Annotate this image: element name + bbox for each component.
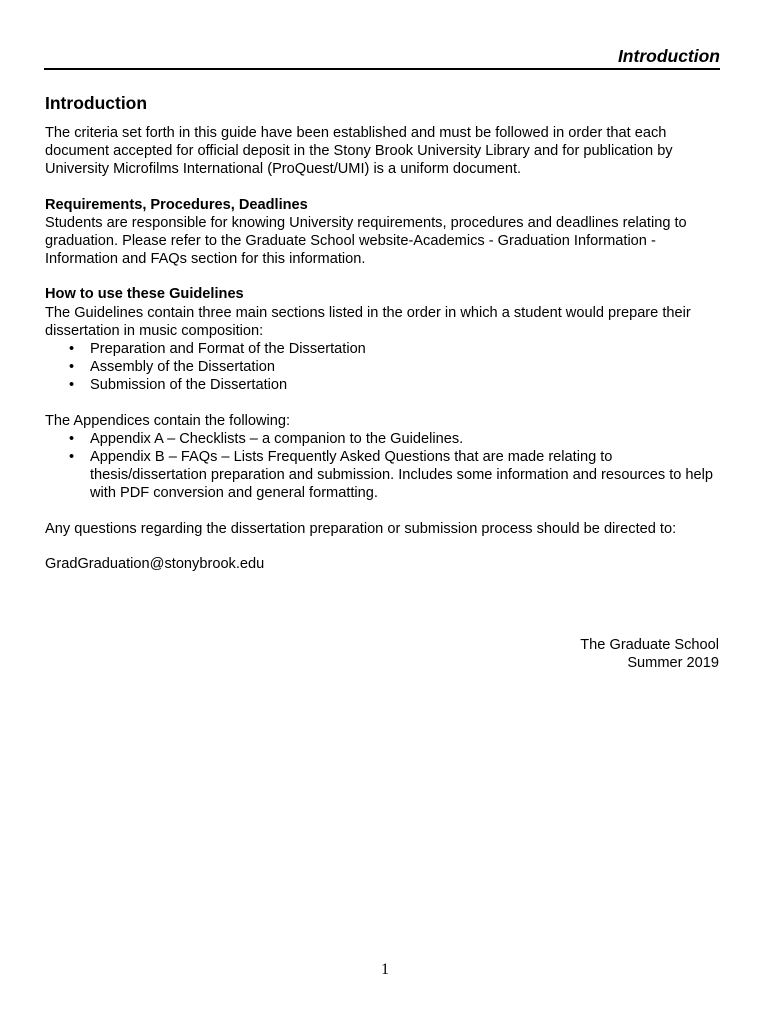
- running-header-title: Introduction: [617, 46, 720, 66]
- signature-block: [580, 636, 719, 672]
- bullet-icon: •: [69, 449, 75, 466]
- signature-org: The Graduate School: [580, 637, 719, 653]
- contact-email: GradGraduation@stonybrook.edu: [45, 555, 265, 572]
- bullet-icon: •: [69, 359, 75, 376]
- list-item-text: Appendix B – FAQs – Lists Frequently Asked Questions that are made relating to thesis/dissertation preparation and submission. Includes some information and resources to help with PDF conversion and general formatting.: [90, 449, 714, 502]
- appendices-intro: The Appendices contain the following:: [45, 412, 291, 429]
- requirements-heading: Requirements, Procedures, Deadlines: [45, 196, 308, 213]
- list-item: [45, 358, 725, 376]
- bullet-icon: •: [69, 377, 75, 394]
- list-item-text: Assembly of the Dissertation: [90, 359, 275, 376]
- list-item-text: Preparation and Format of the Dissertation: [90, 341, 366, 358]
- requirements-body: Students are responsible for knowing University requirements, procedures and deadlines relating to graduation. Please refer to the Graduate School website-Academics - Graduation Information - Information and FAQs section for this information.: [45, 214, 687, 268]
- list-item: [45, 430, 725, 448]
- running-header: [44, 46, 720, 70]
- list-item-text: Appendix A – Checklists – a companion to the Guidelines.: [90, 430, 464, 447]
- guidelines-list: [45, 340, 725, 395]
- list-item: [45, 448, 725, 503]
- intro-paragraph: The criteria set forth in this guide have been established and must be followed in order that each document accepted for official deposit in the Stony Brook University Library and for publication by University Microfilms International (ProQuest/UMI) is a uniform document.: [45, 125, 673, 178]
- questions-paragraph: Any questions regarding the dissertation preparation or submission process should be directed to:: [45, 520, 677, 537]
- requirements-section: [45, 196, 725, 269]
- bullet-icon: •: [69, 430, 75, 447]
- appendices-list: [45, 430, 725, 503]
- page-number: 1: [381, 961, 389, 978]
- list-item-text: Submission of the Dissertation: [90, 377, 288, 394]
- list-item: [45, 376, 725, 394]
- page-content: [45, 92, 725, 590]
- section-title: Introduction: [45, 93, 148, 113]
- appendices-section: [45, 412, 725, 503]
- guidelines-section: [45, 285, 725, 394]
- list-item: [45, 340, 725, 358]
- guidelines-heading: How to use these Guidelines: [45, 286, 244, 303]
- signature-date: Summer 2019: [627, 655, 719, 672]
- bullet-icon: •: [69, 341, 75, 358]
- guidelines-body: The Guidelines contain three main sections listed in the order in which a student would prepare their dissertation in music composition:: [45, 304, 691, 339]
